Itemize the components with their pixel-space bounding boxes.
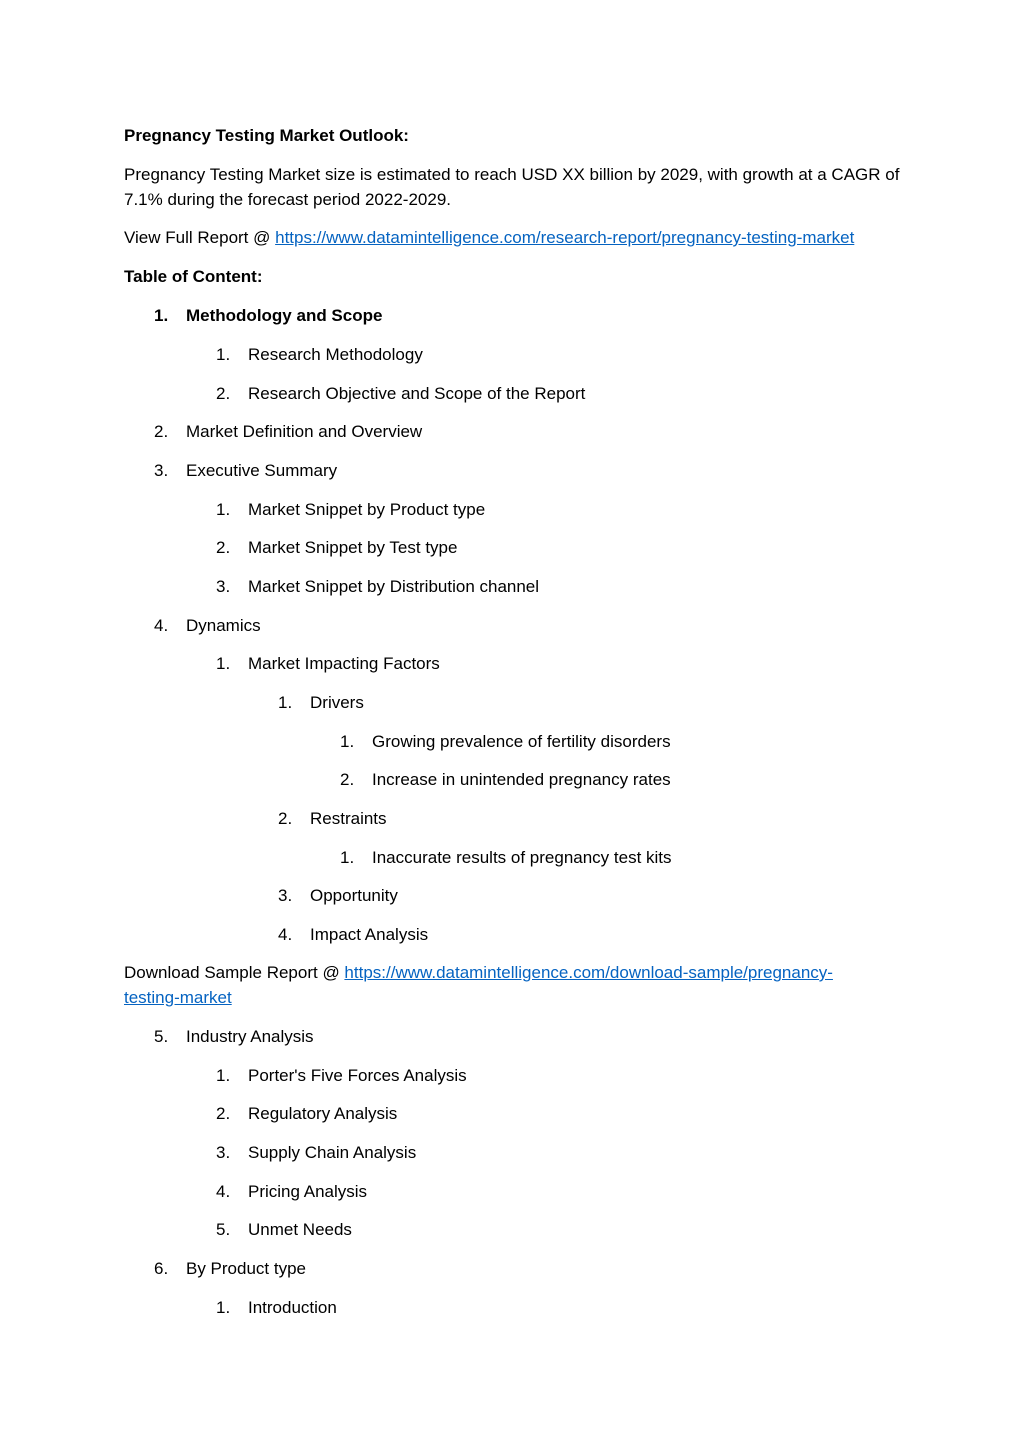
document-heading: Pregnancy Testing Market Outlook: — [124, 126, 409, 145]
toc-item-impact-analysis: Impact Analysis — [310, 925, 429, 944]
sample-report-link-continued[interactable]: testing-market — [124, 988, 232, 1007]
toc-item-porters-five-forces: Porter's Five Forces Analysis — [248, 1066, 467, 1085]
toc-item-number: 1. — [340, 732, 355, 751]
full-report-line — [124, 228, 854, 248]
toc-item-number: 5. — [216, 1220, 231, 1239]
toc-item-snippet-test-type: Market Snippet by Test type — [248, 538, 458, 557]
toc-item-number: 2. — [278, 809, 293, 828]
toc-item-supply-chain-analysis: Supply Chain Analysis — [248, 1143, 417, 1162]
toc-item-number: 2. — [216, 538, 231, 557]
full-report-link[interactable]: https://www.datamintelligence.com/research-report/pregnancy-testing-market — [275, 228, 855, 247]
toc-item-number: 1. — [340, 848, 355, 867]
toc-item-by-product-type: By Product type — [186, 1259, 307, 1278]
toc-heading: Table of Content: — [124, 267, 263, 286]
toc-item-number: 1. — [216, 345, 231, 364]
full-report-prefix: View Full Report @ — [124, 228, 276, 247]
toc-item-pricing-analysis: Pricing Analysis — [248, 1182, 368, 1201]
toc-item-number: 2. — [216, 1104, 231, 1123]
toc-item-restraints: Restraints — [310, 809, 387, 828]
toc-item-number: 3. — [154, 461, 169, 480]
toc-item-number: 3. — [216, 1143, 231, 1162]
toc-item-number: 1. — [154, 306, 169, 325]
toc-item-regulatory-analysis: Regulatory Analysis — [248, 1104, 398, 1123]
sample-report-line-continued — [124, 988, 232, 1008]
sample-report-link[interactable]: https://www.datamintelligence.com/download-sample/pregnancy- — [344, 963, 833, 982]
sample-report-line — [124, 963, 833, 983]
toc-item-executive-summary: Executive Summary — [186, 461, 338, 480]
toc-item-number: 4. — [154, 616, 169, 635]
toc-item-number: 3. — [278, 886, 293, 905]
intro-paragraph: Pregnancy Testing Market size is estimated to reach USD XX billion by 2029, with growth at a CAGR of 7.1% during the forecast period 2022-2029. — [124, 165, 900, 209]
toc-item-number: 2. — [216, 384, 231, 403]
toc-item-market-definition: Market Definition and Overview — [186, 422, 423, 441]
toc-item-number: 1. — [216, 1298, 231, 1317]
toc-item-number: 2. — [154, 422, 169, 441]
toc-item-number: 2. — [340, 770, 355, 789]
toc-item-unintended-pregnancy: Increase in unintended pregnancy rates — [372, 770, 671, 789]
toc-item-research-objective: Research Objective and Scope of the Report — [248, 384, 586, 403]
toc-item-number: 1. — [216, 654, 231, 673]
toc-item-number: 6. — [154, 1259, 169, 1278]
toc-item-number: 1. — [216, 500, 231, 519]
toc-item-number: 1. — [278, 693, 293, 712]
toc-item-inaccurate-results: Inaccurate results of pregnancy test kits — [372, 848, 672, 867]
toc-item-fertility-disorders: Growing prevalence of fertility disorders — [372, 732, 671, 751]
toc-item-drivers: Drivers — [310, 693, 364, 712]
toc-item-number: 1. — [216, 1066, 231, 1085]
toc-item-market-impacting-factors: Market Impacting Factors — [248, 654, 440, 673]
toc-item-methodology-and-scope: Methodology and Scope — [186, 306, 383, 325]
toc-item-unmet-needs: Unmet Needs — [248, 1220, 352, 1239]
sample-report-prefix: Download Sample Report @ — [124, 963, 345, 982]
toc-item-snippet-product-type: Market Snippet by Product type — [248, 500, 486, 519]
toc-item-dynamics: Dynamics — [186, 616, 261, 635]
toc-item-opportunity: Opportunity — [310, 886, 398, 905]
toc-item-introduction: Introduction — [248, 1298, 337, 1317]
toc-item-number: 5. — [154, 1027, 169, 1046]
toc-item-research-methodology: Research Methodology — [248, 345, 423, 364]
toc-item-number: 4. — [216, 1182, 231, 1201]
toc-item-number: 4. — [278, 925, 293, 944]
toc-item-snippet-distribution-channel: Market Snippet by Distribution channel — [248, 577, 540, 596]
toc-item-industry-analysis: Industry Analysis — [186, 1027, 314, 1046]
toc-item-number: 3. — [216, 577, 231, 596]
